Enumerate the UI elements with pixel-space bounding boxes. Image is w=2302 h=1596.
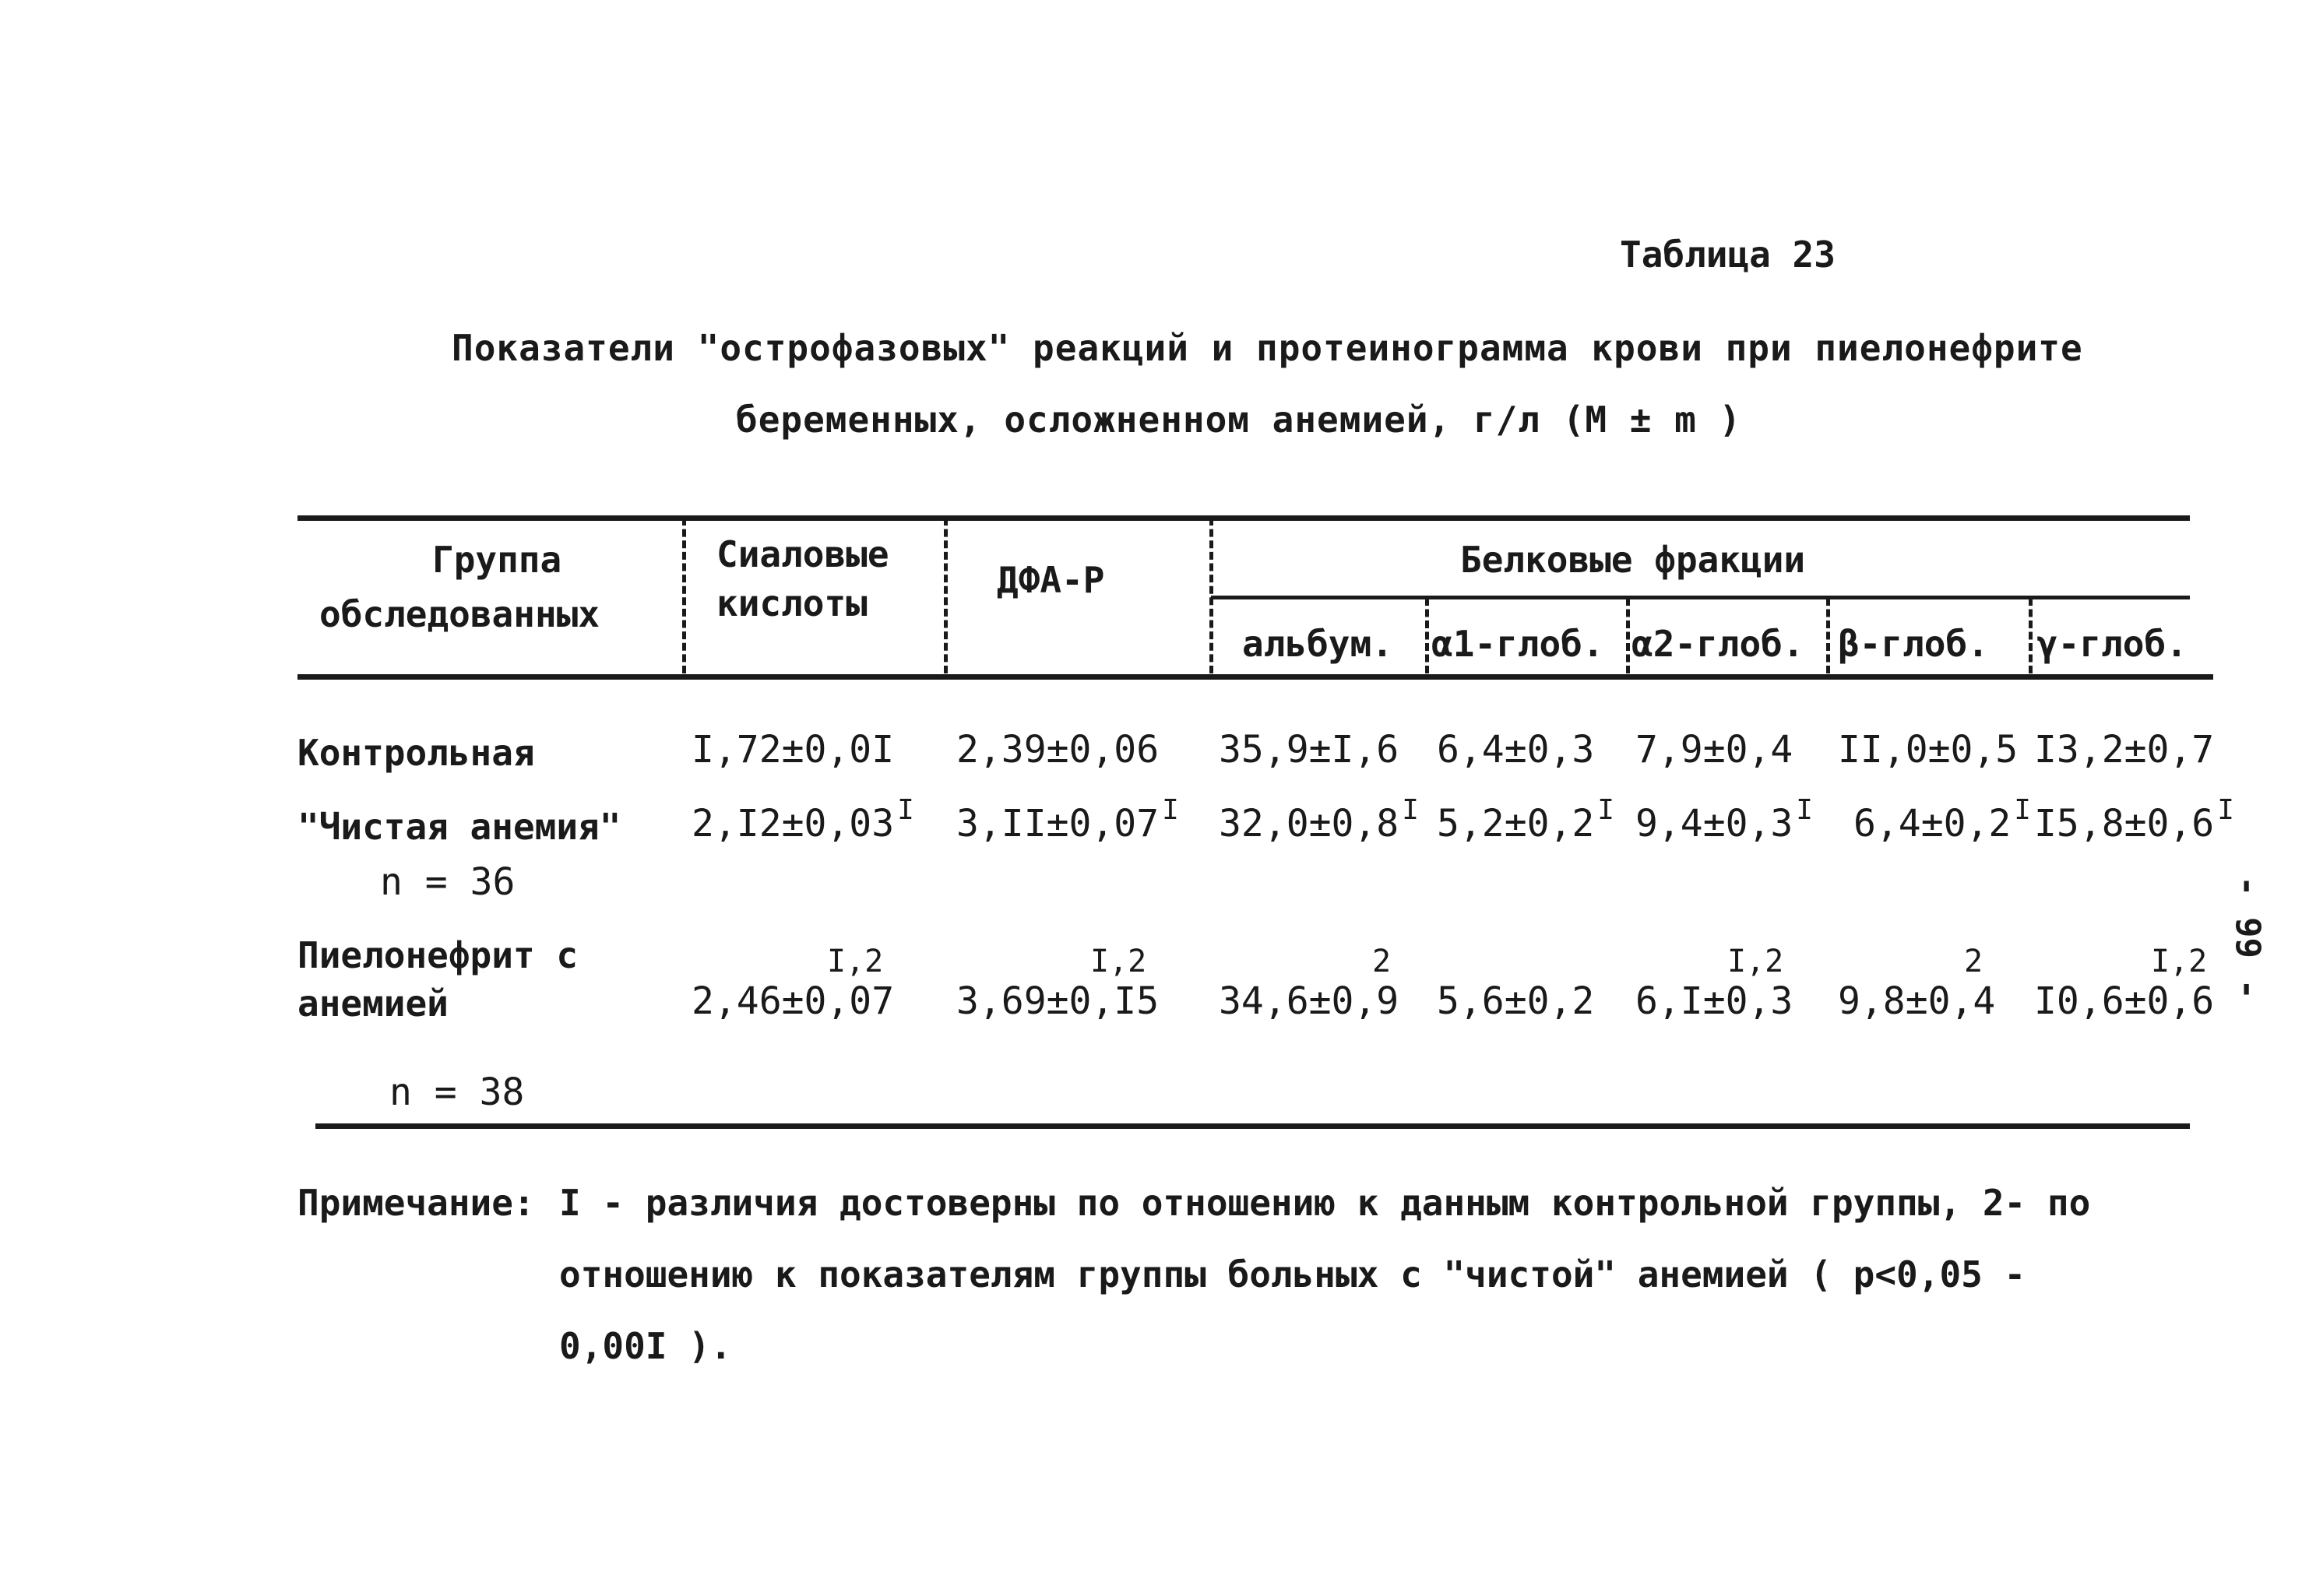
row-pyelo-alpha2-mark: I,2 [1727,944,1784,979]
row-pyelo-n: n = 38 [389,1070,525,1114]
row-control-group: Контрольная [297,732,535,774]
significance-mark: I [897,794,914,826]
header-protein-fractions: Белковые фракции [1460,539,1806,581]
value: 32,0±0,8 [1219,802,1399,845]
row-pyelo-gamma: I0,6±0,6 [2034,979,2215,1023]
header-dfa: ДФА-Р [997,559,1105,601]
significance-mark: I [1597,794,1614,826]
note-label: Примечание: [297,1182,535,1224]
row-control-albumin: 35,9±I,6 [1219,728,1399,772]
value: 6,4±0,2 [1853,802,2012,845]
row-pyelo-gamma-mark: I,2 [2151,944,2208,979]
row-control-dfa: 2,39±0,06 [956,728,1160,772]
table-bottom-rule [315,1123,2190,1129]
row-pyelo-group-2: анемией [297,983,449,1025]
significance-mark: I [2014,794,2031,826]
header-alpha1: α1-глоб. [1431,623,1604,665]
row-pyelo-group-1: Пиелонефрит с [297,934,579,976]
row-pyelo-beta: 9,8±0,4 [1838,979,1996,1023]
row-pyelo-alpha1: 5,6±0,2 [1437,979,1595,1023]
row-anemia-albumin [1219,794,1419,845]
col-sep-2 [944,518,948,673]
row-anemia-gamma [2034,794,2234,845]
col-sep-5 [1626,598,1630,673]
row-pyelo-albumin-mark: 2 [1372,944,1392,979]
header-bottom-rule [297,674,2213,680]
note-line-2: отношению к показателям группы больных с "чистой" анемией ( p<0,05 - [559,1253,2026,1295]
row-anemia-alpha1 [1437,794,1614,845]
subheader-rule [1211,596,2190,599]
header-sialic-2: кислоты [716,582,868,624]
significance-mark: I [2217,794,2234,826]
row-anemia-dfa [956,794,1179,845]
col-sep-4 [1425,598,1429,673]
caption-line-1: Показатели "острофазовых" реакций и протеинограмма крови при пиелонефрите [452,327,2083,369]
row-control-sialic: I,72±0,0I [692,728,895,772]
header-beta: β-глоб. [1838,623,1989,665]
row-anemia-beta [1853,794,2031,845]
table-label: Таблица 23 [1620,234,1836,276]
col-sep-6 [1826,598,1830,673]
row-anemia-alpha2 [1635,794,1813,845]
row-pyelo-sialic-mark: I,2 [827,944,884,979]
row-anemia-n: n = 36 [380,860,516,904]
value: 3,II±0,07 [956,802,1160,845]
row-control-alpha2: 7,9±0,4 [1635,728,1793,772]
caption-line-2: беременных, осложненном анемией, г/л (М ± m ) [736,399,1742,441]
value: I5,8±0,6 [2034,802,2215,845]
header-group-2: обследованных [319,593,600,635]
row-pyelo-dfa-mark: I,2 [1090,944,1147,979]
row-pyelo-alpha2: 6,I±0,3 [1635,979,1793,1023]
note-line-3: 0,00I ). [559,1325,732,1367]
col-sep-1 [682,518,686,673]
header-gamma: γ-глоб. [2036,623,2188,665]
row-anemia-sialic [692,794,914,845]
value: 9,4±0,3 [1635,802,1793,845]
significance-mark: I [1796,794,1813,826]
row-pyelo-dfa: 3,69±0,I5 [956,979,1160,1023]
header-albumin: альбум. [1242,623,1393,665]
significance-mark: I [1162,794,1179,826]
significance-mark: I [1402,794,1419,826]
row-control-alpha1: 6,4±0,3 [1437,728,1595,772]
value: 2,I2±0,03 [692,802,895,845]
row-pyelo-sialic: 2,46±0,07 [692,979,895,1023]
col-sep-7 [2029,598,2033,673]
note-line-1: I - различия достоверны по отношению к данным контрольной группы, 2- по [559,1182,2091,1224]
table-top-rule [297,515,2190,521]
row-pyelo-albumin: 34,6±0,9 [1219,979,1399,1023]
header-group-1: Группа [432,539,562,581]
row-pyelo-beta-mark: 2 [1964,944,1983,979]
col-sep-3 [1209,518,1213,673]
value: 5,2±0,2 [1437,802,1595,845]
row-anemia-group: "Чистая анемия" [297,806,621,848]
row-control-beta: II,0±0,5 [1838,728,2019,772]
header-alpha2: α2-глоб. [1631,623,1804,665]
page-number: - 99 - [2228,876,2268,1000]
row-control-gamma: I3,2±0,7 [2034,728,2215,772]
header-sialic-1: Сиаловые [716,533,889,575]
